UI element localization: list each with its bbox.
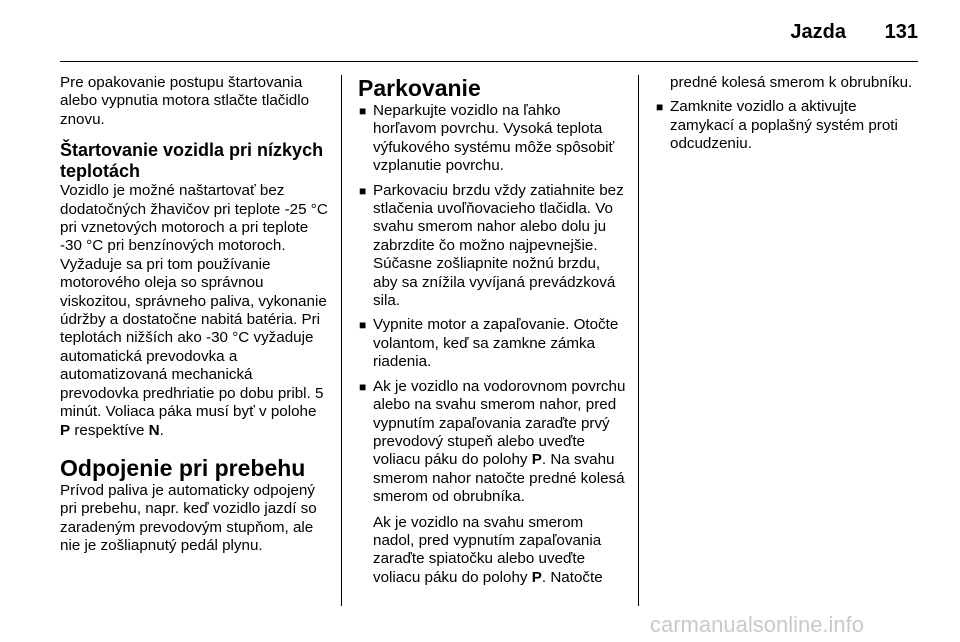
intro-paragraph: Pre opakovanie postupu štartovania alebo vypnutia motora stlačte tlačidlo znovu. (60, 74, 310, 128)
watermark: carmanualsonline.info (650, 612, 865, 637)
list-item: ■ Vypnite motor a zapaľovanie. Otočte volantom, keď sa zamkne zámka riadenia. (359, 316, 619, 371)
bullet-square-icon: ■ (359, 104, 367, 118)
parking-list (358, 102, 626, 587)
cold-start-paragraph: Vozidlo je možné naštartovať bez dodatočných žhavičov pri teplote -25 °C pri vznetových motoroch a pri teplote -30 °C pri benzínových motoroch. Vyžaduje sa pri tom používanie motorového oleja so správnou viskozitou, správneho paliva, vykonanie údržby a dostatočne nabitá batéria. Pri teplotách nižších ako -30 °C vyžaduje automatická prevodovka a automatizovaná mechanická prevodovka predhriatie po dobu pribl. 5 minút. Voliaca páka musí byť v polohe P respektíve N. (60, 182, 328, 439)
section-heading-overrun-cutoff: Odpojenie pri prebehu (60, 454, 306, 481)
page-number: 131 (884, 21, 918, 43)
overrun-paragraph: Prívod paliva je automaticky odpojený pri prebehu, napr. keď vozidlo jazdí so zaradeným prevodovým stupňom, ale nie je zošliapnutý pedál plynu. (60, 481, 317, 555)
list-item-continuation: predné kolesá smerom k obrubníku. (670, 74, 913, 91)
section-heading-parking: Parkovanie (358, 75, 481, 101)
list-item: ■ Zamknite vozidlo a aktivujte zamykací a poplašný systém proti odcudzeniu. (656, 98, 898, 153)
header-divider (60, 61, 918, 62)
column-1 (60, 74, 328, 556)
column-divider-1 (341, 75, 342, 606)
bullet-square-icon: ■ (656, 100, 664, 115)
column-divider-2 (638, 75, 639, 606)
list-item: ■ Neparkujte vozidlo na ľahko horľavom povrchu. Vysoká teplota výfukového systému môže spôsobiť vzplanutie povrchu. (359, 102, 615, 175)
list-item: ■ Parkovaciu brzdu vždy zatiahnite bez stlačenia uvoľňovacieho tlačidla. Vo svahu smerom nahor alebo dolu ju zabrzdite čo možno najpevnejšie. Súčasne zošliapnite nožnú brzdu, aby sa znížila vyvíjaná prevádzková sila. (359, 181, 624, 310)
list-item-continuation: Ak je vozidlo na svahu smerom nadol, pred vypnutím zapaľovania zaraďte spiatočku alebo uveďte voliacu páku do polohy P. Natočte (373, 513, 603, 586)
column-3 (655, 74, 923, 160)
parking-list-continued (655, 74, 923, 154)
bullet-square-icon: ■ (359, 379, 367, 394)
bullet-square-icon: ■ (359, 183, 367, 198)
header-title: Jazda (790, 21, 846, 43)
bullet-square-icon: ■ (359, 318, 367, 333)
column-2 (358, 74, 626, 593)
list-item: ■ Ak je vozidlo na vodorovnom povrchu alebo na svahu smerom nahor, pred vypnutím zapaľovania zaraďte prvý prevodový stupeň alebo uveďte voliacu páku do polohy P. Na svahu smerom nahor natočte predné kolesá smerom od obrubníka. Ak je vozidlo na svahu smerom nadol, pred vypnutím zapaľovania zaraďte spiatočku alebo uveďte voliacu páku do polohy P. Natočte (359, 377, 626, 586)
section-heading-cold-start: Štartovanie vozidla pri nízkych teplotách (60, 140, 324, 182)
